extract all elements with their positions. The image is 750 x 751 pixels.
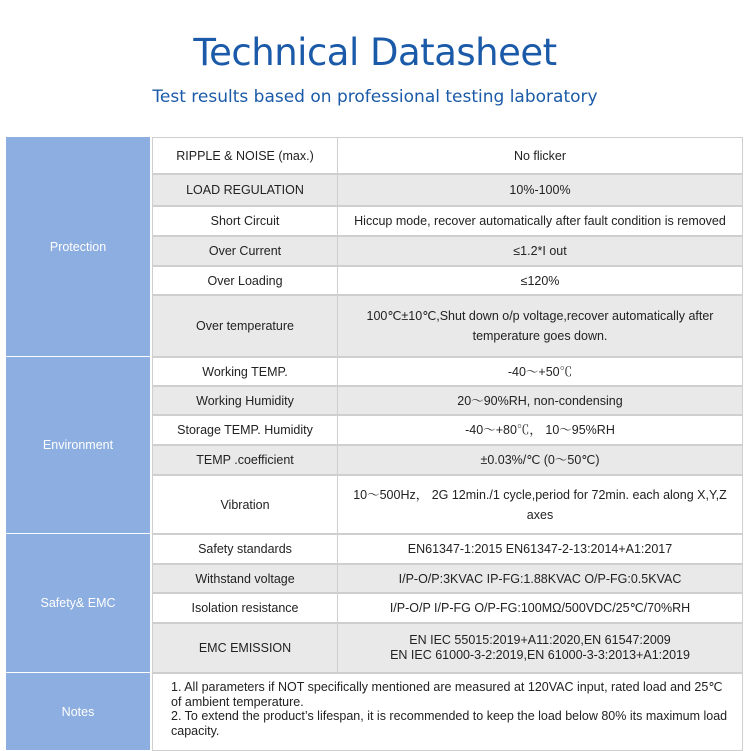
- table-row: [152, 415, 743, 445]
- page-title: Technical Datasheet: [193, 31, 557, 74]
- note-item: 2. To extend the product’s lifespan, it is recommended to keep the load below 80% its maximum load capacity.: [171, 709, 728, 738]
- table-row: [152, 266, 743, 295]
- row-label: TEMP .coefficient: [153, 446, 338, 474]
- page-subtitle: Test results based on professional testing laboratory: [152, 87, 598, 107]
- notes-box: [152, 673, 743, 751]
- row-value: 20～90%RH, non-condensing: [457, 393, 623, 408]
- row-label: Working Humidity: [153, 387, 338, 414]
- table-row: [152, 236, 743, 266]
- row-label: RIPPLE & NOISE (max.): [153, 138, 338, 173]
- category-notes: Notes: [6, 673, 150, 751]
- category-environment: Environment: [6, 357, 150, 534]
- row-value: -40～+80℃， 10～95%RH: [465, 423, 615, 437]
- row-value: EN61347-1:2015 EN61347-2-13:2014+A1:2017: [407, 542, 673, 556]
- table-row: [152, 174, 743, 206]
- table-row: [152, 386, 743, 415]
- row-label: Safety standards: [153, 535, 338, 563]
- table-row: [152, 534, 743, 564]
- table-row: [152, 593, 743, 623]
- row-value: ±0.03%/℃ (0～50℃): [480, 453, 600, 467]
- row-label: Over Current: [153, 237, 338, 265]
- row-value: 10～500Hz， 2G 12min./1 cycle,period for 72min. each along X,Y,Z axes: [353, 487, 727, 522]
- table-row: [152, 295, 743, 357]
- row-value: [338, 624, 742, 672]
- row-value: ≤1.2*I out: [513, 244, 567, 258]
- table-row: [152, 564, 743, 593]
- row-value: ≤120%: [520, 273, 560, 288]
- row-value: -40～+50℃: [507, 364, 573, 379]
- emc-line-2: EN IEC 61000-3-2:2019,EN 61000-3-3:2013+A1:2019: [390, 648, 690, 662]
- emc-line-1: EN IEC 55015:2019+A11:2020,EN 61547:2009: [409, 633, 671, 647]
- note-item: 1. All parameters if NOT specifically mentioned are measured at 120VAC input, rated load and 25℃ of ambient temperature.: [171, 680, 723, 709]
- row-label: Working TEMP.: [153, 358, 338, 385]
- row-label: Storage TEMP. Humidity: [153, 416, 338, 444]
- table-row: [152, 137, 743, 174]
- category-protection: Protection: [6, 137, 150, 357]
- row-label: Short Circuit: [153, 207, 338, 235]
- row-label: Isolation resistance: [153, 594, 338, 622]
- row-label: LOAD REGULATION: [153, 175, 338, 205]
- row-value: I/P-O/P:3KVAC IP-FG:1.88KVAC O/P-FG:0.5KVAC: [398, 571, 682, 586]
- row-value: I/P-O/P I/P-FG O/P-FG:100MΩ/500VDC/25℃/70%RH: [389, 601, 691, 615]
- row-value: 10%-100%: [509, 183, 571, 197]
- table-row: [152, 445, 743, 475]
- table-row: [152, 623, 743, 673]
- row-label: Vibration: [153, 476, 338, 533]
- row-value: 100℃±10℃,Shut down o/p voltage,recover automatically after temperature goes down.: [366, 309, 714, 343]
- table-row: [152, 475, 743, 534]
- datasheet-table: [6, 137, 743, 751]
- row-label: Over temperature: [153, 296, 338, 356]
- row-label: Over Loading: [153, 267, 338, 294]
- table-row: [152, 206, 743, 236]
- row-value: No flicker: [513, 148, 567, 163]
- category-safety-emc: Safety& EMC: [6, 534, 150, 673]
- row-label: Withstand voltage: [153, 565, 338, 592]
- table-row: [152, 357, 743, 386]
- row-label: EMC EMISSION: [153, 624, 338, 672]
- row-value: Hiccup mode, recover automatically after fault condition is removed: [354, 214, 726, 228]
